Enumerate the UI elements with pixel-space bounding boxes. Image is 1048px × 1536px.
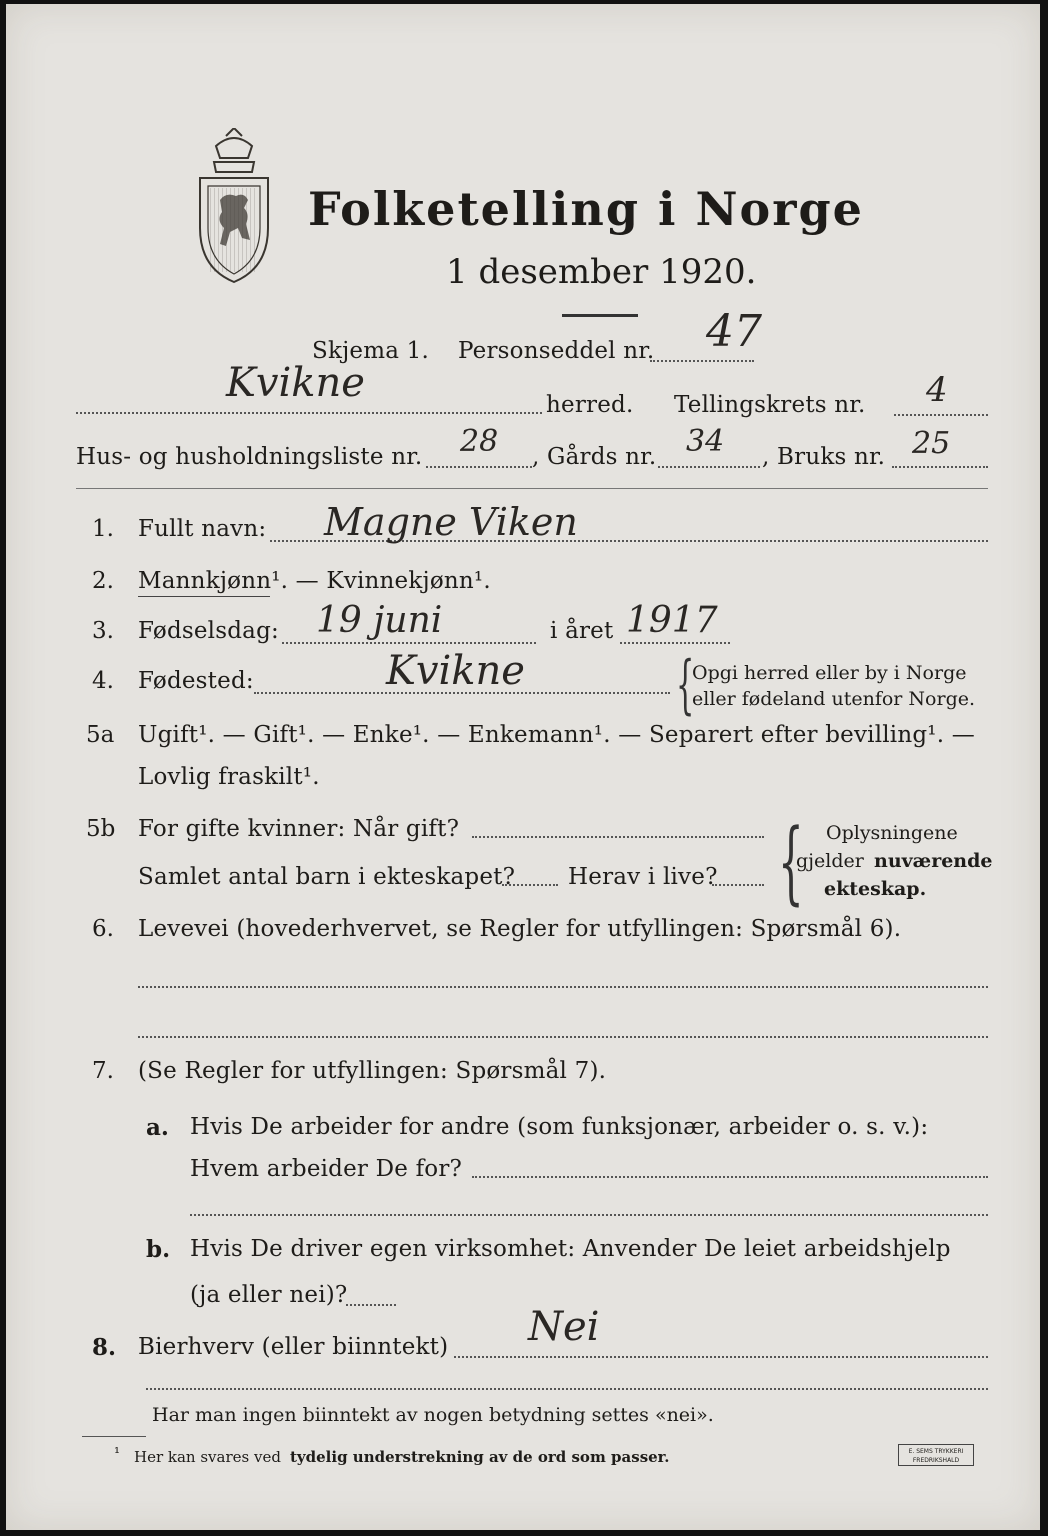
title-divider: [562, 314, 638, 317]
q6-answer-line2: [138, 1036, 988, 1038]
q3-number: 3.: [92, 618, 114, 644]
tellingskrets-field: [894, 414, 988, 416]
norwegian-coat-of-arms-icon: [186, 128, 282, 284]
q5b-note-line3: ekteskap.: [824, 878, 927, 900]
q5b-brace: {: [778, 810, 804, 915]
q4-brace: {: [676, 648, 695, 722]
q5b-line2: Samlet antal barn i ekteskapet?: [138, 864, 516, 890]
q3-year-label: i året: [550, 618, 614, 644]
q7a-letter: a.: [146, 1114, 169, 1141]
q4-label: Fødested:: [138, 668, 254, 694]
q7a-extra-line: [190, 1214, 988, 1216]
form-title: Folketelling i Norge: [308, 182, 864, 236]
printer-stamp: [898, 1444, 974, 1466]
q1-number: 1.: [92, 516, 114, 542]
q3-field: [282, 642, 536, 644]
q5a-number: 5a: [86, 722, 115, 748]
bleed-through: [426, 88, 432, 112]
q8-value: Nei: [528, 1304, 600, 1350]
q8-number: 8.: [92, 1334, 117, 1361]
husholdning-value: 28: [460, 424, 499, 459]
bruks-field: [892, 466, 988, 468]
q5b-note-line2b: nuværende: [874, 850, 993, 872]
q2-underline-mannkjonn: [138, 596, 270, 597]
gards-field: [658, 466, 760, 468]
q5b-number: 5b: [86, 816, 116, 842]
q5b-children-field: [502, 884, 558, 886]
q5a-line1: Ugift¹. — Gift¹. — Enke¹. — Enkemann¹. — Separert efter bevilling¹. —: [138, 722, 975, 748]
tellingskrets-label: Tellingskrets nr.: [674, 392, 866, 418]
q8-field: [454, 1356, 988, 1358]
husholdning-field: [426, 466, 532, 468]
q7b-field: [346, 1304, 396, 1306]
q5b-note-line2a: gjelder: [796, 850, 864, 872]
footnote-mark: ¹: [114, 1444, 121, 1462]
footnote-rule: [82, 1436, 146, 1437]
q5b-married-field: [472, 836, 764, 838]
herred-label: herred.: [546, 392, 634, 418]
q5b-note-line1: Oplysningene: [826, 822, 958, 844]
q7a-field: [472, 1176, 988, 1178]
personseddel-value: 47: [706, 306, 762, 357]
census-date: 1 desember 1920.: [446, 252, 757, 292]
printer-city: FREDRIKSHALD: [912, 1457, 960, 1464]
printer-name: E. SEMS TRYKKERI: [908, 1448, 964, 1455]
q4-number: 4.: [92, 668, 114, 694]
q8-extra-line: [146, 1388, 988, 1390]
q7a-line1: Hvis De arbeider for andre (som funksjonær, arbeider o. s. v.):: [190, 1114, 929, 1140]
footer-note: Har man ingen biinntekt av nogen betydning settes «nei».: [152, 1404, 714, 1426]
personseddel-label: Personseddel nr.: [458, 338, 655, 364]
q6-answer-line1: [138, 986, 988, 988]
gards-value: 34: [686, 424, 725, 459]
q4-value: Kvikne: [386, 648, 525, 694]
header-separator: [76, 488, 988, 489]
q4-note-line1: Opgi herred eller by i Norge: [692, 662, 967, 684]
q7b-line1: Hvis De driver egen virksomhet: Anvender De leiet arbeidshjelp: [190, 1236, 951, 1262]
q7-label: (Se Regler for utfyllingen: Spørsmål 7).: [138, 1058, 607, 1084]
skjema-label: Skjema 1.: [312, 338, 430, 364]
q3-year-value: 1917: [626, 600, 718, 641]
q3-year-field: [620, 642, 730, 644]
personseddel-field: [650, 360, 754, 362]
bruks-label: , Bruks nr.: [762, 444, 886, 470]
q2-number: 2.: [92, 568, 114, 594]
footnote-text: Her kan svares ved: [134, 1448, 281, 1466]
q1-value: Magne Viken: [324, 500, 578, 544]
footnote-bold-text: tydelig understrekning av de ord som passer.: [290, 1448, 670, 1466]
q5a-line2: Lovlig fraskilt¹.: [138, 764, 320, 790]
q7b-letter: b.: [146, 1236, 171, 1263]
q5b-alive-label: Herav i live?: [568, 864, 718, 890]
q2-label: Mannkjønn¹. — Kvinnekjønn¹.: [138, 568, 491, 594]
bruks-value: 25: [912, 426, 951, 461]
q8-label: Bierhverv (eller biinntekt): [138, 1334, 449, 1360]
q5b-line1: For gifte kvinner: Når gift?: [138, 816, 460, 842]
tellingskrets-value: 4: [926, 370, 948, 410]
census-form-page: [6, 4, 1040, 1530]
q6-label: Levevei (hovederhvervet, se Regler for utfyllingen: Spørsmål 6).: [138, 916, 902, 942]
q3-label: Fødselsdag:: [138, 618, 279, 644]
q7b-line2: (ja eller nei)?: [190, 1282, 348, 1308]
q1-label: Fullt navn:: [138, 516, 267, 542]
q4-note-line2: eller fødeland utenfor Norge.: [692, 688, 976, 710]
herred-value: Kvikne: [226, 360, 365, 406]
husholdning-label: Hus- og husholdningsliste nr.: [76, 444, 423, 470]
q3-value: 19 juni: [316, 600, 443, 641]
q7-number: 7.: [92, 1058, 114, 1084]
herred-field: [76, 412, 542, 414]
q5b-alive-field: [712, 884, 764, 886]
gards-label: , Gårds nr.: [532, 444, 657, 470]
q7a-line2: Hvem arbeider De for?: [190, 1156, 463, 1182]
q6-number: 6.: [92, 916, 114, 942]
